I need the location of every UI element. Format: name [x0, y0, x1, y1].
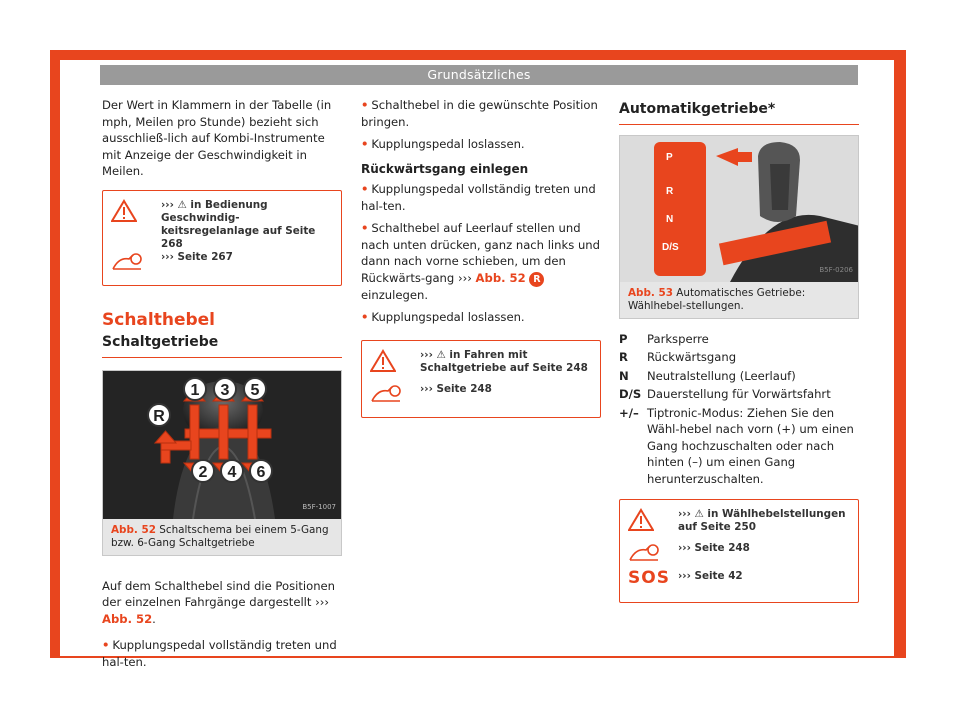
gate-label: N	[666, 213, 674, 225]
gear-label: 1	[190, 381, 200, 399]
figure-caption	[620, 282, 858, 318]
list-item: D/S Dauerstellung für Vorwärtsfahrt	[619, 387, 831, 401]
list-item: • Kupplungspedal loslassen.	[361, 310, 525, 324]
gear-label: 5	[250, 381, 260, 399]
positions-paragraph: Auf dem Schalthebel sind die Positionen der einzelnen Fahrgänge dargestellt ››› Abb. 52.	[102, 578, 336, 626]
figure-ref-link[interactable]: Abb. 52	[475, 270, 526, 285]
section-title: Automatikgetriebe*	[619, 101, 776, 117]
definition-list	[619, 331, 859, 488]
figure-caption-text: Schaltschema bei einem 5-Gang bzw. 6-Gang Schaltgetriebe	[111, 523, 329, 549]
section-title: Schalthebel	[102, 309, 216, 330]
gear-label: 3	[220, 381, 230, 399]
reference-text[interactable]: ››› Seite 42	[678, 570, 743, 582]
reference-text[interactable]: ››› Seite 248	[420, 382, 492, 395]
list-item: • Kupplungspedal loslassen.	[361, 137, 525, 151]
automatic-selector-image	[620, 136, 858, 282]
figure-caption	[103, 519, 341, 555]
figure-label: Abb. 53	[628, 286, 673, 299]
warning-triangle-icon	[370, 349, 414, 373]
divider	[619, 124, 859, 125]
column-1	[102, 97, 342, 676]
gate-label: R	[666, 185, 674, 197]
subsection-title: Schaltgetriebe	[102, 334, 219, 350]
column-3	[619, 97, 859, 603]
reverse-badge: R	[529, 272, 544, 287]
figure-code: B5F-1007	[302, 503, 336, 511]
gear-label: 2	[198, 463, 208, 481]
reference-text[interactable]: ››› Seite 267	[161, 250, 233, 263]
bullet-icon: •	[102, 638, 110, 652]
gear-label: R	[153, 407, 165, 425]
figure-label: Abb. 52	[111, 523, 156, 536]
environment-icon	[111, 251, 155, 273]
bullet-icon: •	[361, 137, 369, 151]
intro-paragraph: Der Wert in Klammern in der Tabelle (in mph, Meilen pro Stunde) bezieht sich ausschließ-lich auf Kombi-Instrumente mit Anzeige der Geschwindigkeit in Meilen.	[102, 98, 332, 178]
list-item: +/– Tiptronic-Modus: Ziehen Sie den Wähl-hebel nach vorn (+) um einen Gang hochzuschalten oder nach hinten (–) um einen Gang herunterzuschalten.	[619, 405, 854, 486]
warning-text[interactable]: ››› ⚠ in Fahren mit Schaltgetriebe auf Seite 248	[420, 348, 588, 374]
warning-text[interactable]: ››› ⚠ in Wählhebelstellungen auf Seite 250	[678, 508, 846, 533]
list-item: • Kupplungspedal vollständig treten und hal-ten.	[102, 638, 337, 669]
warning-box	[361, 340, 601, 418]
bullet-icon: •	[361, 98, 369, 112]
bullet-icon: •	[361, 221, 369, 235]
list-item: N Neutralstellung (Leerlauf)	[619, 368, 796, 383]
list-item: • Kupplungspedal vollständig treten und hal-ten.	[361, 182, 596, 213]
list-item: R Rückwärtsgang	[619, 350, 737, 364]
subheading: Rückwärtsgang einlegen	[361, 161, 529, 176]
list-item: P Parksperre	[619, 331, 709, 346]
bullet-icon: •	[361, 310, 369, 324]
gear-label: 6	[256, 463, 266, 481]
figure-52	[102, 370, 342, 556]
page-number: 41	[880, 618, 895, 630]
column-2	[361, 97, 601, 418]
section-header: Grundsätzliches	[100, 65, 858, 85]
figure-53	[619, 135, 859, 319]
warning-box	[619, 499, 859, 603]
gate-label: P	[666, 151, 673, 163]
bullet-icon: •	[361, 182, 369, 196]
warning-triangle-icon	[628, 508, 672, 532]
environment-icon	[628, 542, 672, 564]
reference-text[interactable]: ››› Seite 248	[678, 542, 750, 554]
environment-icon	[370, 383, 414, 405]
divider	[102, 357, 342, 358]
list-item: • Schalthebel auf Leerlauf stellen und nach unten drücken, ganz nach links und dann nach vorne schieben, um den Rückwärts-gang ››› Abb. 52 R einzulegen.	[361, 221, 600, 302]
warning-text[interactable]: ››› ⚠ in Bedienung Geschwindig-keitsregelanlage auf Seite 268	[161, 198, 316, 250]
gate-label: D/S	[662, 241, 679, 253]
figure-ref-link[interactable]: Abb. 52	[102, 611, 153, 626]
gear-label: 4	[227, 463, 237, 481]
sos-icon: SOS	[628, 568, 670, 588]
warning-triangle-icon	[111, 199, 155, 223]
gear-shift-image	[103, 371, 341, 519]
list-item: • Schalthebel in die gewünschte Position bringen.	[361, 98, 598, 129]
warning-box	[102, 190, 342, 286]
figure-caption-text: Automatisches Getriebe: Wählhebel-stellungen.	[628, 286, 806, 312]
figure-code: B5F-0206	[819, 266, 853, 274]
